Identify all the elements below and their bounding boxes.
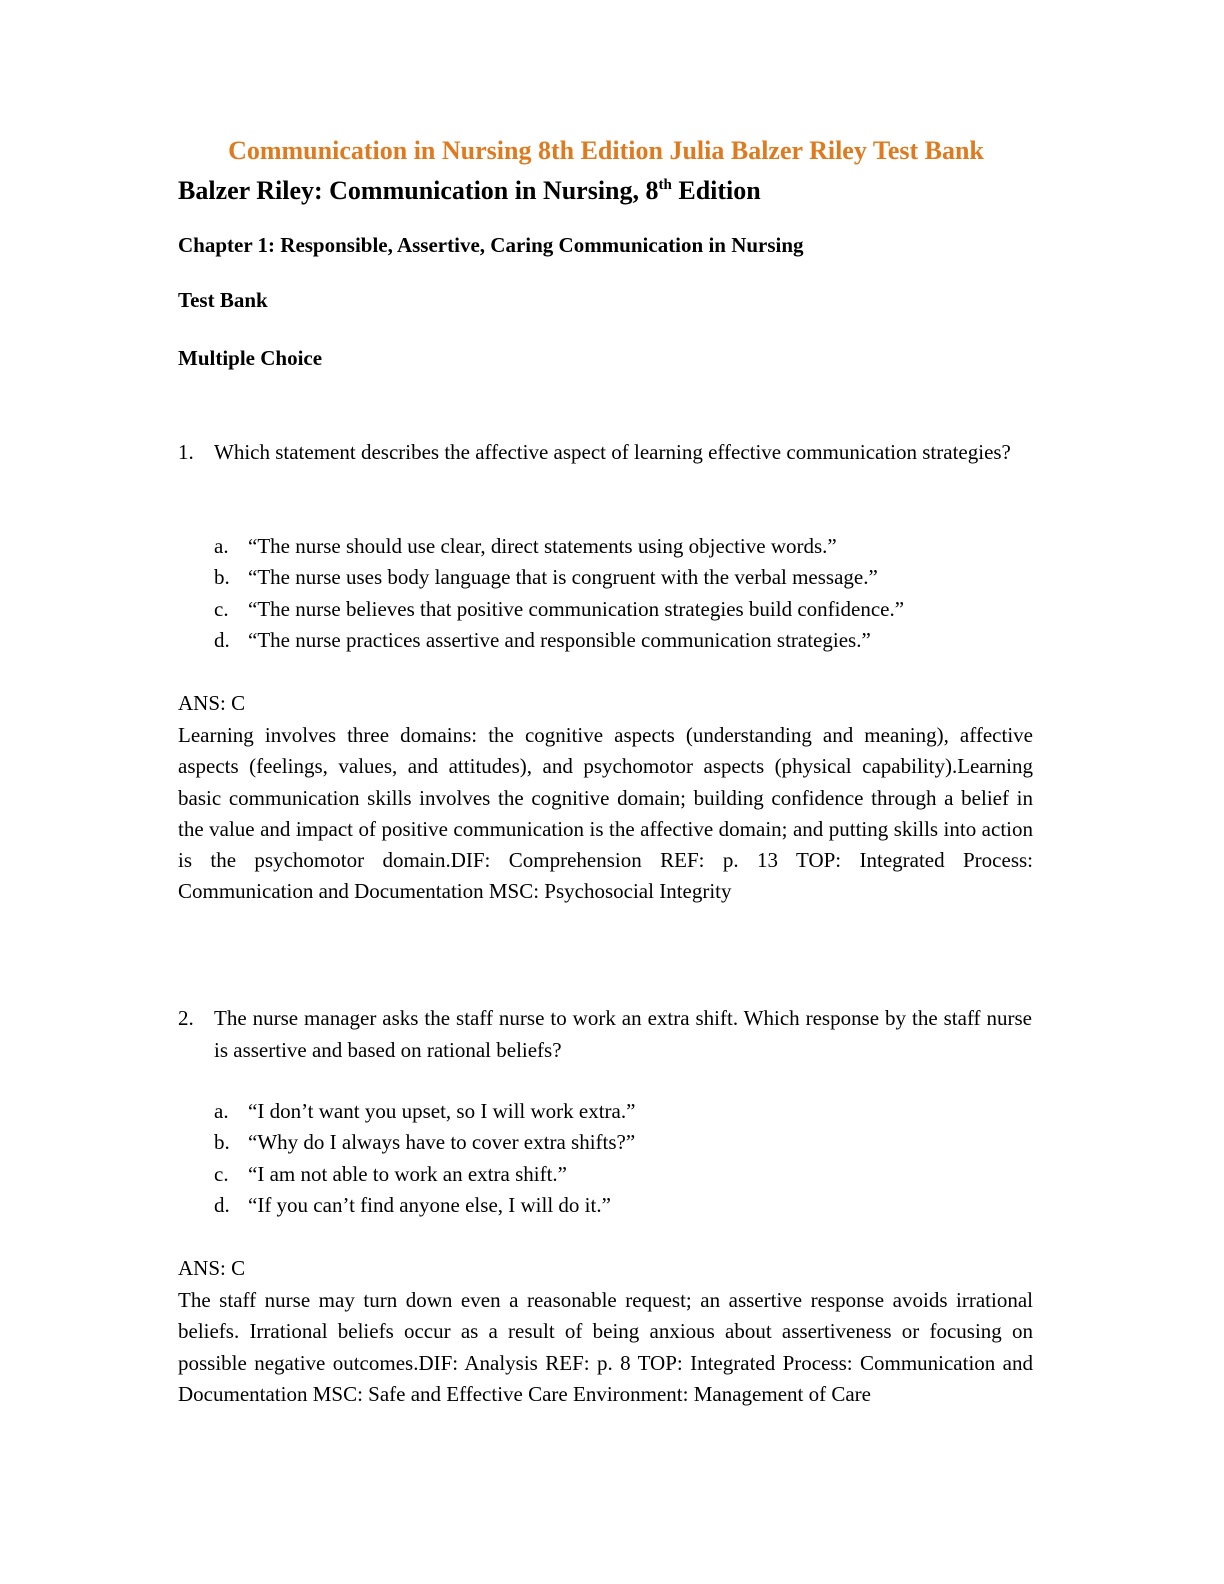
- question-number: 1.: [178, 440, 194, 464]
- question-2: [178, 1003, 1032, 1066]
- question-1: [178, 437, 1032, 469]
- question-1-answer: ANS: C: [178, 691, 246, 715]
- option-letter: d.: [214, 1192, 230, 1217]
- option-letter: b.: [214, 1130, 230, 1155]
- option-text: “I don’t want you upset, so I will work extra.”: [248, 1099, 636, 1123]
- book-title-main: Balzer Riley: Communication in Nursing, 8: [178, 176, 659, 205]
- question-1-rationale: Learning involves three domains: the cognitive aspects (understanding and meaning), affective aspects (feelings, values, and attitudes), and psychomotor aspects (physical capability).Learning basic communication skills involves the cognitive domain; building confidence through a belief in the value and impact of positive communication is the affective domain; and putting skills into action is the psychomotor domain.DIF: Comprehension REF: p. 13 TOP: Integrated Process: Communication and Documentation MSC: Psychosocial Integrity: [178, 723, 1033, 904]
- option-letter: a.: [214, 1099, 229, 1123]
- book-title-tail: Edition: [671, 176, 761, 205]
- question-2-rationale: The staff nurse may turn down even a reasonable request; an assertive response avoids irrational beliefs. Irrational beliefs occur as a result of being anxious about assertiveness or focusing on possible negative outcomes.DIF: Analysis REF: p. 8 TOP: Integrated Process: Communication and Documentation MSC: Safe and Effective Care Environment: Management of Care: [178, 1288, 1033, 1406]
- document-title: Communication in Nursing 8th Edition Julia Balzer Riley Test Bank: [228, 136, 984, 165]
- option-letter: c.: [214, 596, 229, 621]
- option-text: “The nurse should use clear, direct statements using objective words.”: [248, 534, 837, 558]
- option-text: “The nurse believes that positive communication strategies build confidence.”: [248, 596, 905, 621]
- book-title-superscript: th: [658, 177, 672, 193]
- option-text: “Why do I always have to cover extra shifts?”: [248, 1130, 636, 1155]
- option-text: “The nurse practices assertive and responsible communication strategies.”: [248, 627, 871, 652]
- question-type-heading: Multiple Choice: [178, 346, 323, 370]
- option-text: “I am not able to work an extra shift.”: [248, 1161, 567, 1186]
- option-letter: a.: [214, 534, 229, 558]
- option-text: “The nurse uses body language that is congruent with the verbal message.”: [248, 565, 878, 590]
- question-text: Which statement describes the affective aspect of learning effective communication strategies?: [214, 440, 1011, 464]
- option-text: “If you can’t find anyone else, I will do it.”: [248, 1192, 611, 1217]
- question-2-answer: ANS: C: [178, 1256, 246, 1280]
- chapter-heading: Chapter 1: Responsible, Assertive, Caring Communication in Nursing: [178, 233, 804, 257]
- book-title: [178, 173, 761, 209]
- section-heading: Test Bank: [178, 288, 268, 312]
- option-letter: c.: [214, 1161, 229, 1186]
- option-letter: d.: [214, 627, 230, 652]
- question-number: 2.: [178, 1006, 194, 1030]
- question-text: The nurse manager asks the staff nurse to work an extra shift. Which response by the staff nurse is assertive and based on rational beliefs?: [214, 1006, 1032, 1062]
- option-letter: b.: [214, 565, 230, 590]
